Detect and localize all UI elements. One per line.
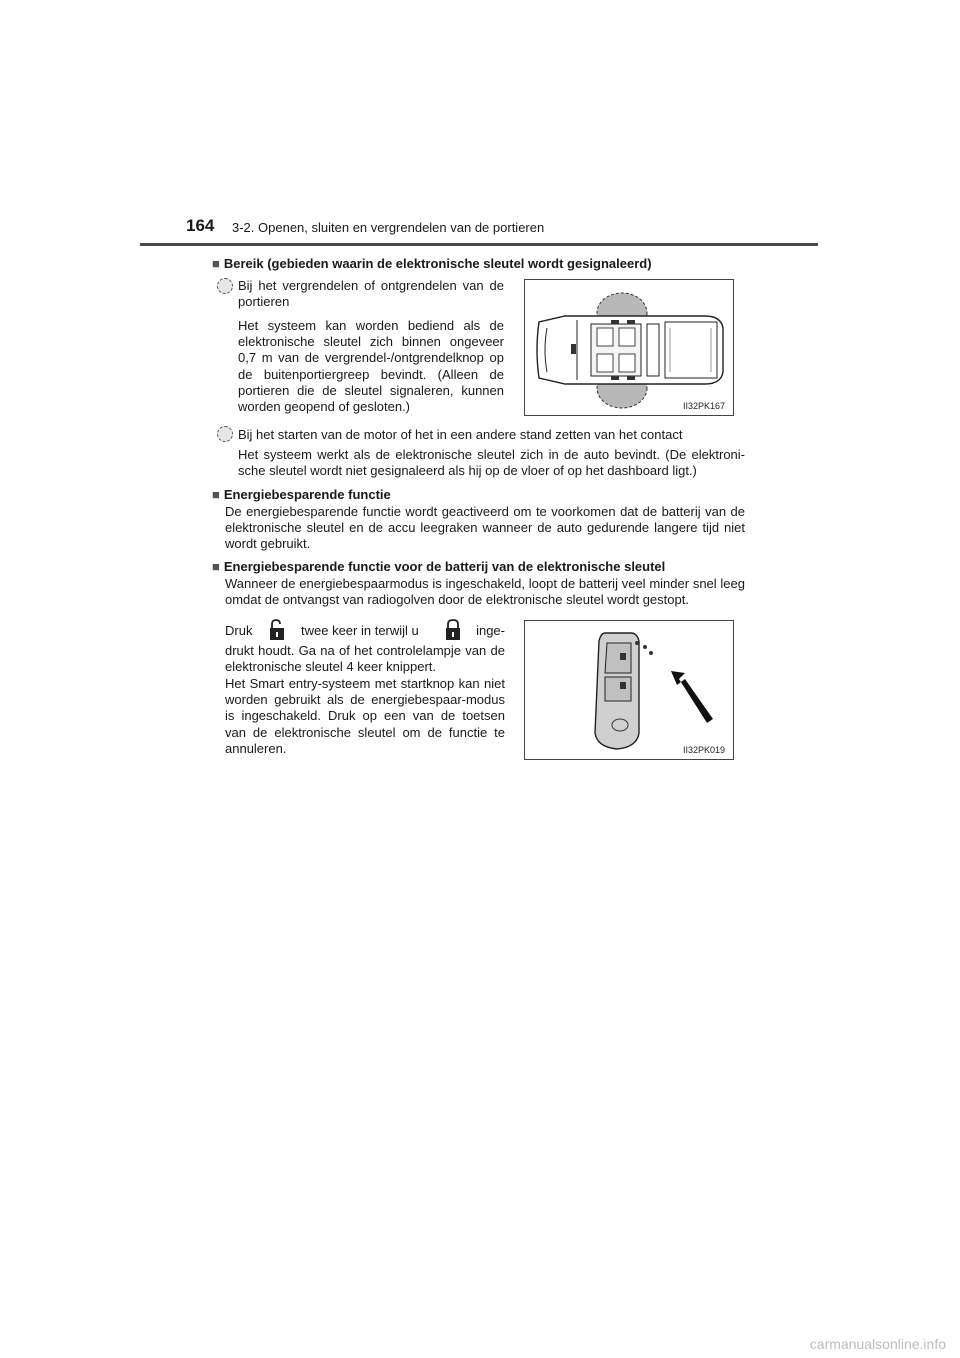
- range-figure: [524, 279, 734, 416]
- range-item2-body: Het systeem werkt als de elektronische sleutel zich in de auto bevindt. (De elektroni-sche sleutel wordt niet gesignaleerd als hij op de vloer of op het dashboard ligt.): [238, 447, 745, 479]
- lock-icon: [620, 682, 626, 689]
- battery-druk-body: drukt houdt. Ga na of het controlelampje van de elektronische sleutel 4 keer knippert.: [225, 643, 505, 675]
- energy-body: De energiebesparende functie wordt geactiveerd om te voorkomen dat de batterij van de elektronische sleutel en de accu leegraken wanneer de auto gedurende langere tijd niet wordt gebruikt.: [225, 504, 745, 552]
- page-number: 164: [186, 216, 215, 235]
- keyfob-illustration: [525, 621, 733, 759]
- section-range-heading: ■ Bereik (gebieden waarin de elektronische sleutel wordt gesignaleerd): [212, 256, 652, 271]
- range-item1-title: Bij het vergrendelen of ontgrendelen van de portieren: [238, 278, 504, 310]
- arrow-icon: [671, 671, 713, 723]
- bullet-square-icon: ■: [212, 559, 220, 574]
- car-topview-illustration: [525, 280, 733, 415]
- lock-icon: [445, 619, 461, 641]
- keyfob-figure: [524, 620, 734, 760]
- druk-line: Druk twee keer in terwijl u inge-: [225, 619, 505, 641]
- chapter-title: 3-2. Openen, sluiten en vergrendelen van de portieren: [232, 220, 545, 235]
- battery-body: Wanneer de energiebespaarmodus is ingeschakeld, loopt de batterij veel minder snel leeg omdat de ontvangst van radiogolven door de elektronische sleutel wordt gestopt.: [225, 576, 745, 608]
- battery-smart-body: Het Smart entry-systeem met startknop kan niet worden gebruikt als de energiebespaar-modus is ingeschakeld. Druk op een van de toetsen van de elektronische sleutel om de functie te annuleren.: [225, 676, 505, 756]
- bullet-square-icon: ■: [212, 487, 220, 502]
- range-item2-title: Bij het starten van de motor of het in een andere stand zetten van het contact: [238, 427, 683, 442]
- section-battery-heading: ■ Energiebesparende functie voor de batterij van de elektronische sleutel: [212, 559, 666, 574]
- header-rule: [140, 243, 818, 246]
- unlock-icon: [620, 653, 626, 660]
- figure-code: II32PK167: [682, 401, 725, 411]
- handle-icon: [571, 344, 576, 354]
- marker-circle-icon: [217, 278, 233, 294]
- figure-code: II32PK019: [682, 745, 725, 755]
- section-energy-heading: ■ Energiebesparende functie: [212, 487, 391, 502]
- range-item1-body: Het systeem kan worden bediend als de elektronische sleutel zich binnen ongeveer 0,7 m van de vergrendel-/ontgrendelknop op de buitenportiergreep bevindt. (Alleen de portieren die de sleutel signaleren, kunnen worden geopend of gesloten.): [238, 318, 504, 415]
- marker-circle-icon: [217, 426, 233, 442]
- watermark: carmanualsonline.info: [809, 1336, 946, 1352]
- bullet-square-icon: ■: [212, 256, 220, 271]
- unlock-icon: [269, 619, 285, 641]
